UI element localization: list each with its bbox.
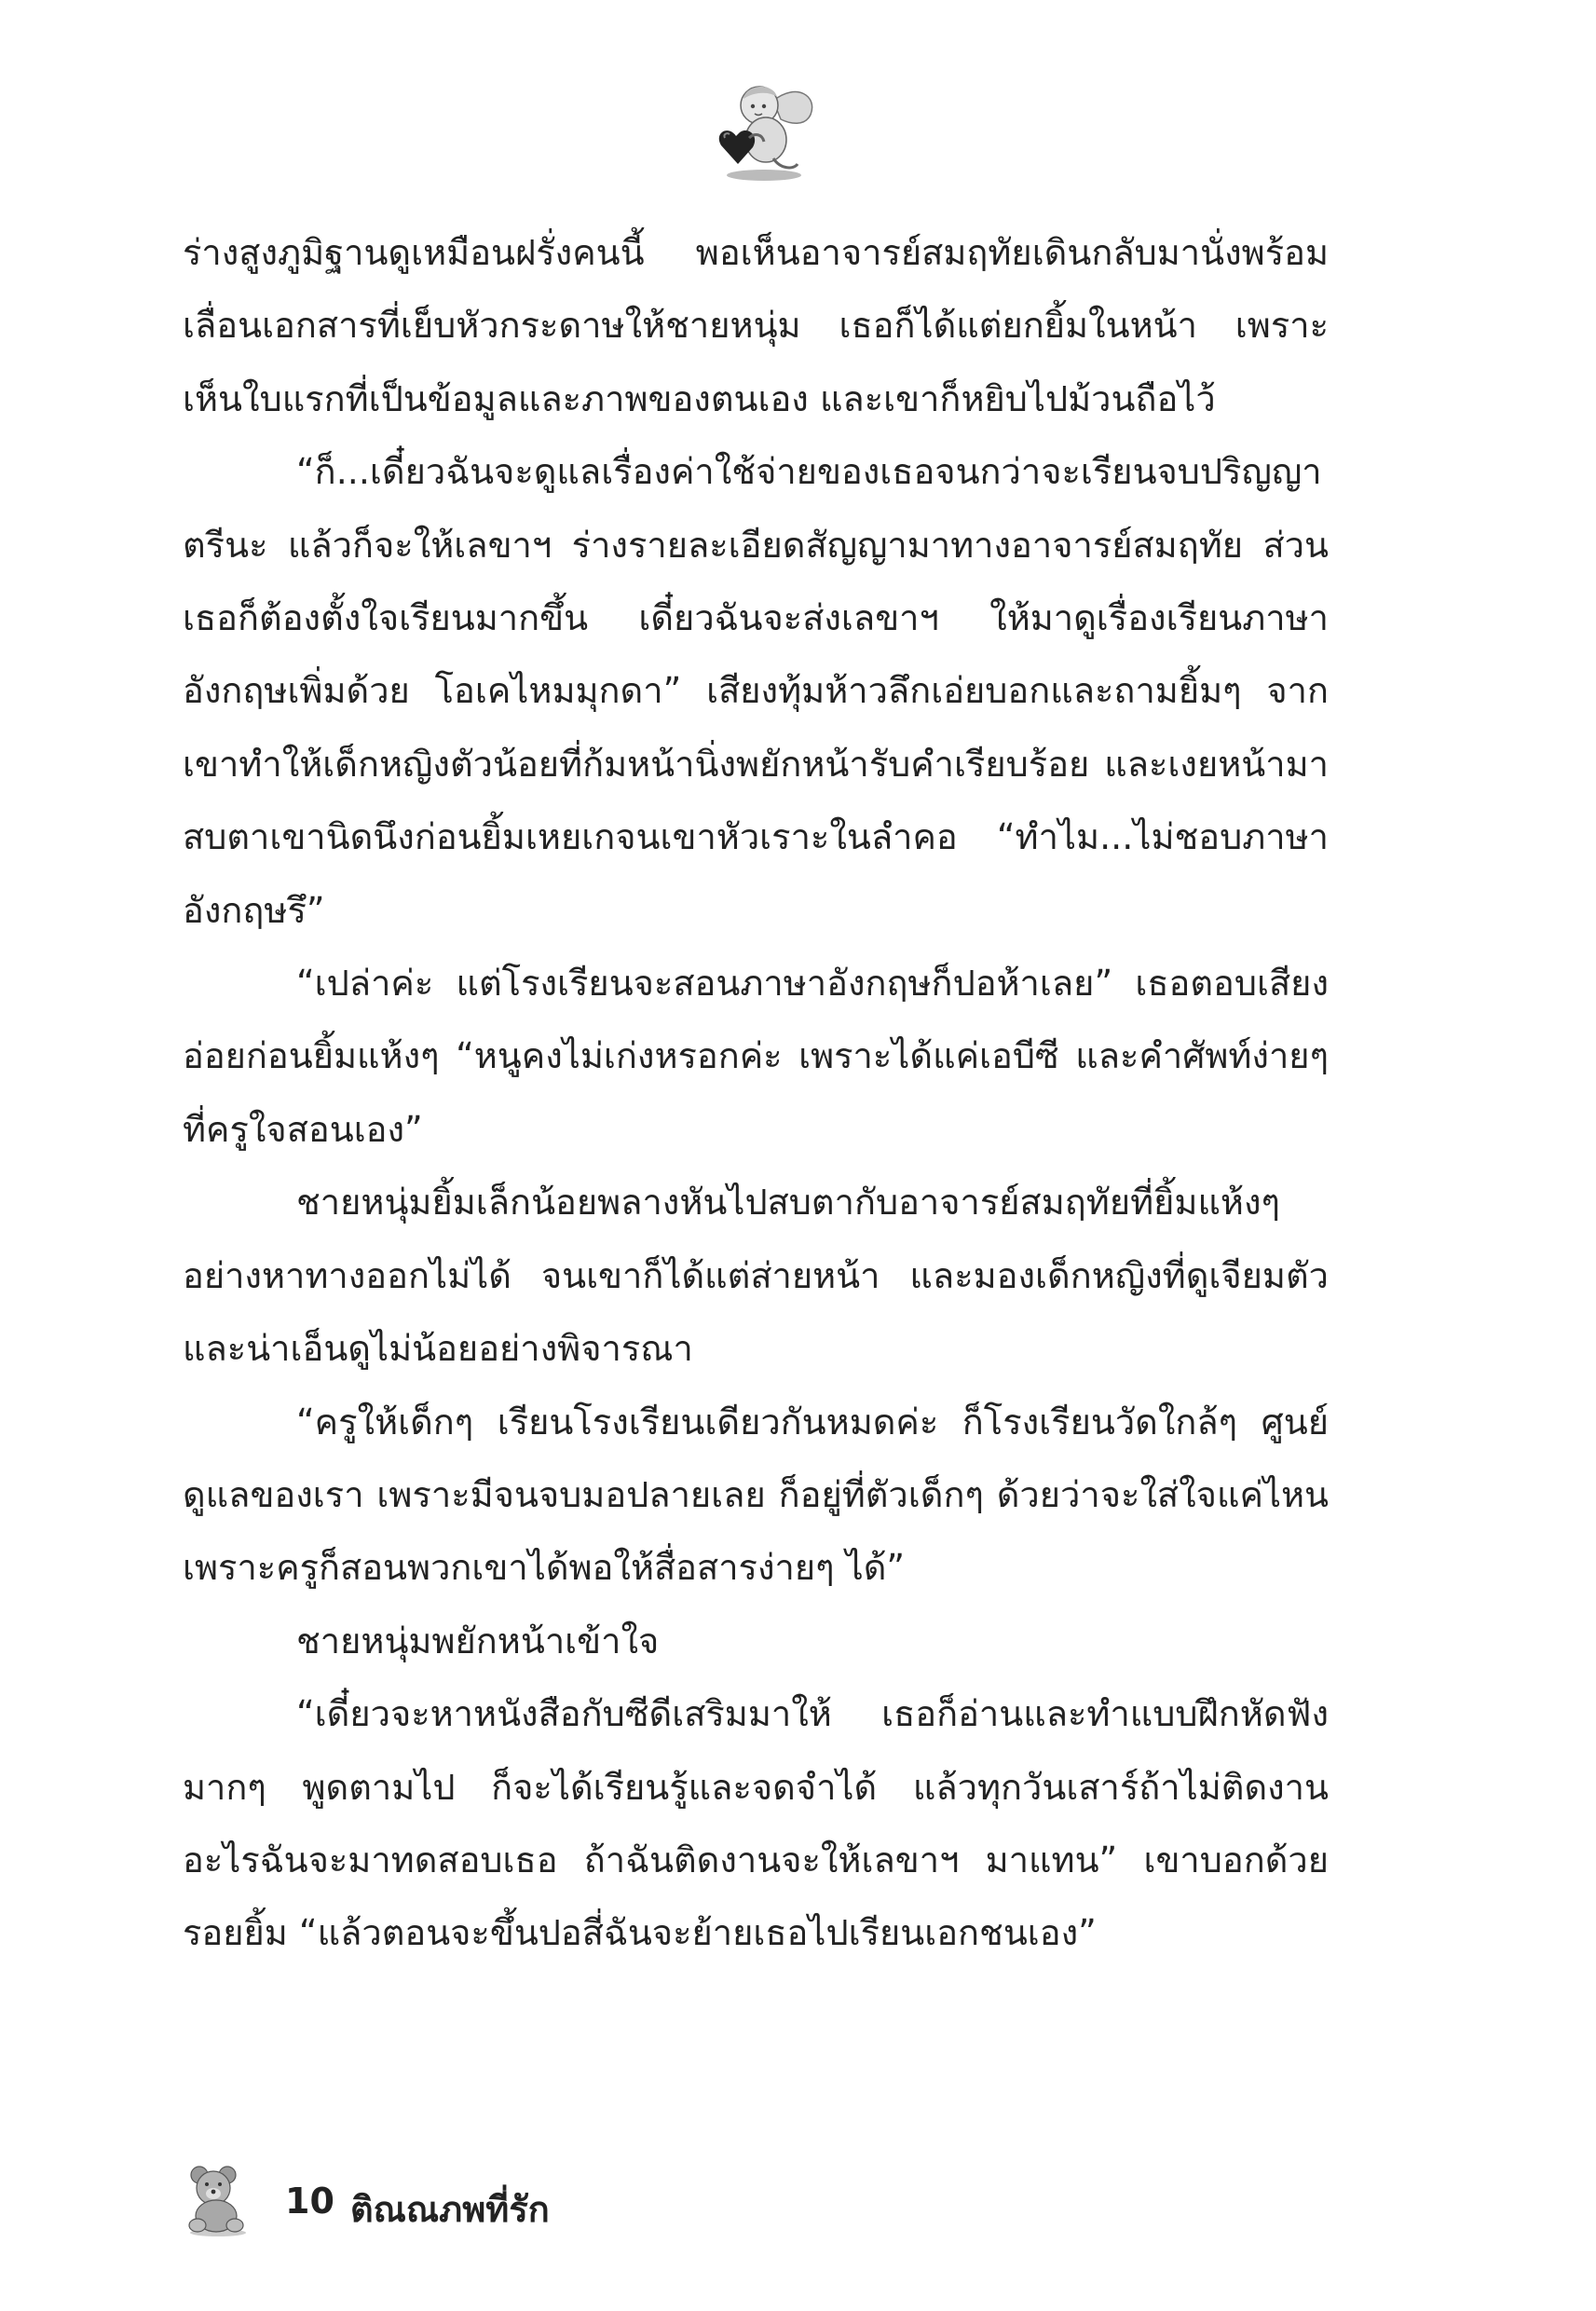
book-title: ติณณภพที่รัก bbox=[350, 2189, 550, 2230]
story-body bbox=[183, 216, 1329, 1970]
paragraph-1: ร่างสูงภูมิฐานดูเหมือนฝรั่งคนนี้ พอเห็นอาจารย์สมฤทัยเดินกลับมานั่งพร้อมเลื่อนเอกสารที่เย็บหัวกระดาษให้ชายหนุ่ม เธอก็ได้แต่ยกยิ้มในหน้า เพราะเห็นใบแรกที่เป็นข้อมูลและภาพของตนเอง และเขาก็หยิบไปม้วนถือไว้ bbox=[183, 232, 1329, 419]
paragraph-6: ชายหนุ่มพยักหน้าเข้าใจ bbox=[296, 1620, 660, 1661]
paragraph-5: “ครูให้เด็กๆ เรียนโรงเรียนเดียวกันหมดค่ะ ก็โรงเรียนวัดใกล้ๆ ศูนย์ดูแลของเรา เพราะมีจนจบมอปลายเลย ก็อยู่ที่ตัวเด็กๆ ด้วยว่าจะใส่ใจแค่ไหน เพราะครูก็สอนพวกเขาได้พอให้สื่อสารง่ายๆ ได้” bbox=[183, 1401, 1329, 1589]
teddy-bear-icon bbox=[183, 2164, 253, 2236]
paragraph-7: “เดี๋ยวจะหาหนังสือกับซีดีเสริมมาให้ เธอก็อ่านและทำแบบฝึกหัดฟังมากๆ พูดตามไป ก็จะได้เรียนรู้และจดจำได้ แล้วทุกวันเสาร์ถ้าไม่ติดงานอะไรฉันจะมาทดสอบเธอ ถ้าฉันติดงานจะให้เลขาฯ มาแทน” เขาบอกด้วยรอยยิ้ม “แล้วตอนจะขึ้นปอสี่ฉันจะย้ายเธอไปเรียนเอกชนเอง” bbox=[183, 1693, 1329, 1954]
paragraph-3: “เปล่าค่ะ แต่โรงเรียนจะสอนภาษาอังกฤษก็ปอห้าเลย” เธอตอบเสียงอ่อยก่อนยิ้มแห้งๆ “หนูคงไม่เก่งหรอกค่ะ เพราะได้แค่เอบีซี และคำศัพท์ง่ายๆ ที่ครูใจสอนเอง” bbox=[183, 963, 1329, 1150]
paragraph-2: “ก็...เดี๋ยวฉันจะดูแลเรื่องค่าใช้จ่ายของเธอจนกว่าจะเรียนจบปริญญาตรีนะ แล้วก็จะให้เลขาฯ ร่างรายละเอียดสัญญามาทางอาจารย์สมฤทัย ส่วนเธอก็ต้องตั้งใจเรียนมากขึ้น เดี๋ยวฉันจะส่งเลขาฯ ให้มาดูเรื่องเรียนภาษาอังกฤษเพิ่มด้วย โอเคไหมมุกดา” เสียงทุ้มห้าวลึกเอ่ยบอกและถามยิ้มๆ จากเขาทำให้เด็กหญิงตัวน้อยที่ก้มหน้านิ่งพยักหน้ารับคำเรียบร้อย และเงยหน้ามาสบตาเขานิดนึงก่อนยิ้มเหยเกจนเขาหัวเราะในลำคอ “ทำไม...ไม่ชอบภาษาอังกฤษรึ” bbox=[183, 451, 1329, 931]
page-number: 10 bbox=[285, 2181, 334, 2222]
paragraph-4: ชายหนุ่มยิ้มเล็กน้อยพลางหันไปสบตากับอาจารย์สมฤทัยที่ยิ้มแห้งๆ อย่างหาทางออกไม่ได้ จนเขาก็ได้แต่ส่ายหน้า และมองเด็กหญิงที่ดูเจียมตัวและน่าเอ็นดูไม่น้อยอย่างพิจารณา bbox=[183, 1182, 1329, 1370]
cupid-holding-heart-icon bbox=[708, 73, 820, 185]
page-footer bbox=[183, 2164, 835, 2257]
